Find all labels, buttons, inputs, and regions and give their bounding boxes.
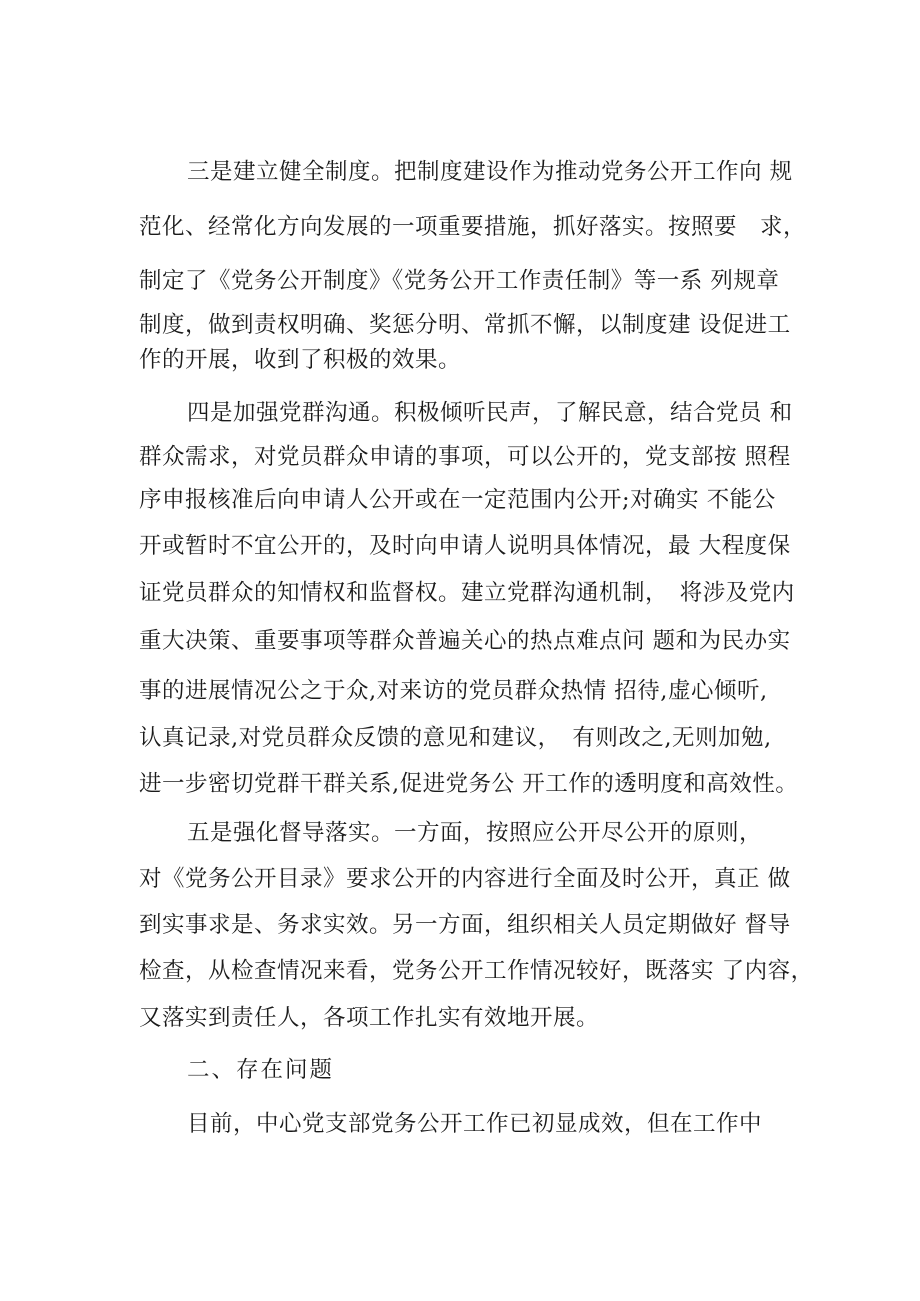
text-line: 群众需求，对党员群众申请的事项，可以公开的，党支部按 照程 (139, 444, 791, 470)
text-line: 重大决策、重要事项等群众普遍关心的热点难点问 题和为民办实 (139, 628, 791, 654)
text-line: 制度，做到责权明确、奖惩分明、常抓不懈，以制度建 设促进工 (139, 312, 791, 338)
text-line: 范化、经常化方向发展的一项重要措施，抓好落实。按照要 求， (139, 214, 807, 240)
text-line: 检查，从检查情况来看，党务公开工作情况较好，既落实 了内容， (139, 958, 814, 984)
text-line: 序申报核准后向申请人公开或在一定范围内公开;对确实 不能公 (139, 487, 776, 513)
text-line: 证党员群众的知情权和监督权。建立党群沟通机制， 将涉及党内 (139, 580, 795, 606)
text-line: 事的进展情况公之于众,对来访的党员群众热情 招待,虚心倾听, (139, 678, 768, 704)
text-line: 开或暂时不宜公开的，及时向申请人说明具体情况，最 大程度保 (139, 533, 791, 559)
text-line: 对《党务公开目录》要求公开的内容进行全面及时公开，真正 做 (139, 866, 791, 892)
text-line: 四是加强党群沟通。积极倾听民声，了解民意，结合党员 和 (187, 400, 793, 426)
text-line: 五是强化督导落实。一方面，按照应公开尽公开的原则， (187, 820, 763, 846)
text-line: 制定了《党务公开制度》《党务公开工作责任制》等一系 列规章 (139, 268, 780, 294)
text-line: 进一步密切党群干群关系,促进党务公 开工作的透明度和高效性。 (139, 771, 799, 797)
section-heading: 二、存在问题 (187, 1057, 335, 1083)
text-line: 又落实到责任人，各项工作扎实有效地开展。 (139, 1005, 600, 1031)
text-line: 目前，中心党支部党务公开工作已初显成效，但在工作中 (187, 1111, 763, 1137)
text-line: 到实事求是、务求实效。另一方面，组织相关人员定期做好 督导 (139, 912, 791, 938)
text-line: 认真记录,对党员群众反馈的意见和建议， 有则改之,无则加勉, (139, 725, 772, 751)
text-line: 三是建立健全制度。把制度建设作为推动党务公开工作向 规 (187, 159, 793, 185)
text-line: 作的开展，收到了积极的效果。 (139, 347, 462, 373)
